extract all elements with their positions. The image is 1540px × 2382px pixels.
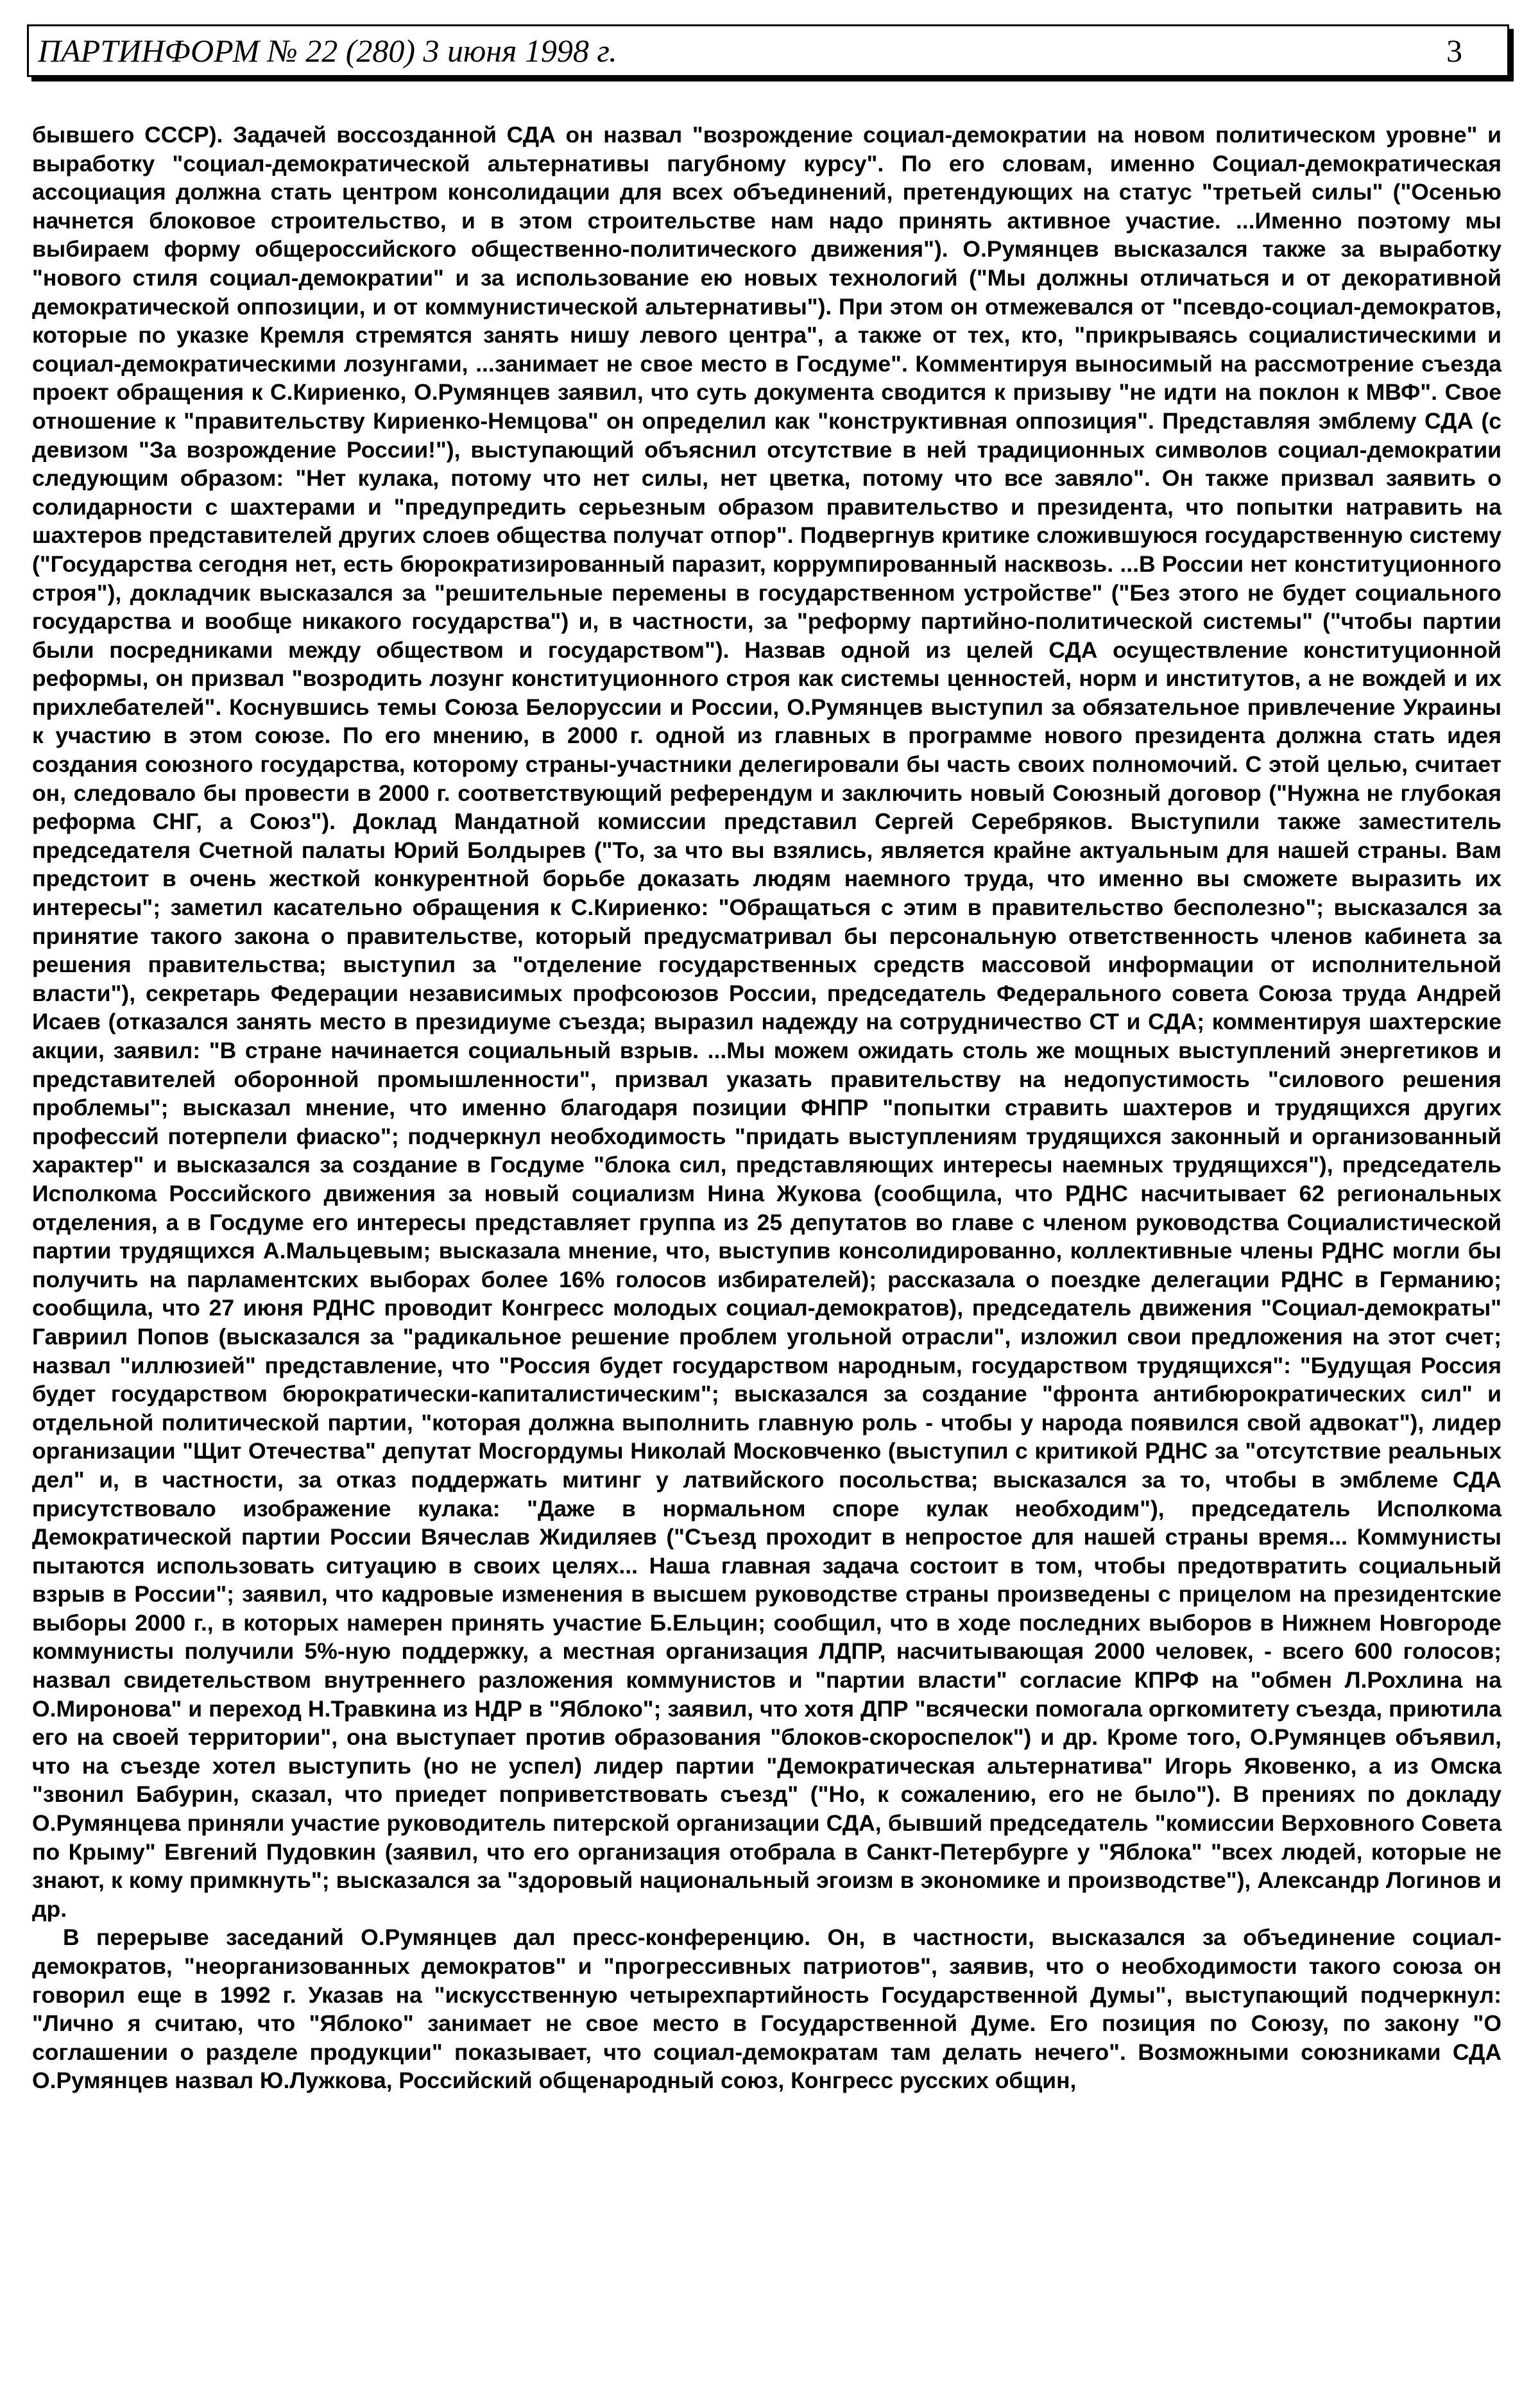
publication-title: ПАРТИНФОРМ № 22 (280) 3 июня 1998 г. [38,33,617,69]
paragraph: В перерыве заседаний О.Румянцев дал пресс-конференцию. Он, в частности, высказался за объединение социал-демократов, "неорганизованных демократов" и "прогрессивных патриотов", заявив, что о необходимости такого союза он говорил еще в 1992 г. Указав на "искусственную четырехпартийность Государственной Думы", выступающий подчеркнул: "Лично я считаю, что "Яблоко" занимает не свое место в Государственной Думе. Его позиция по Союзу, по закону "О соглашении о разделе продукции" показывает, что социал-демократам там делать нечего". Возможными союзниками СДА О.Румянцев назвал Ю.Лужкова, Российский общенародный союз, Конгресс русских общин, [32,1924,1502,2094]
page-header [27,24,1509,77]
paragraph: бывшего СССР). Задачей воссозданной СДА он назвал "возрождение социал-демократии на новом политическом уровне" и выработку "социал-демократической альтернативы пагубному курсу". По его словам, именно Социал-демократическая ассоциация должна стать центром консолидации для всех объединений, претендующих на статус "третьей силы" ("Осенью начнется блоковое строительство, и в этом строительстве нам надо принять активное участие. ...Именно поэтому мы выбираем форму общероссийского общественно-политического движения"). О.Румянцев высказался также за выработку "нового стиля социал-демократии" и за использование ею новых технологий ("Мы должны отличаться и от декоративной демократической оппозиции, и от коммунистической альтернативы"). При этом он отмежевался от "псевдо-социал-демократов, которые по указке Кремля стремятся занять нишу левого центра", а также от тех, кто, "прикрываясь социалистическими и социал-демократическими лозунгами, ...занимает не свое место в Госдуме". Комментируя выносимый на рассмотрение съезда проект обращения к С.Кириенко, О.Румянцев заявил, что суть документа сводится к призыву "не идти на поклон к МВФ". Свое отношение к "правительству Кириенко-Немцова" он определил как "конструктивная оппозиция". Представляя эмблему СДА (с девизом "За возрождение России!"), выступающий объяснил отсутствие в ней традиционных символов социал-демократии следующим образом: "Нет кулака, потому что нет силы, нет цветка, потому что все завяло". Он также призвал заявить о солидарности с шахтерами и "предупредить серьезным образом правительство и президента, что попытки натравить на шахтеров представителей других слоев общества получат отпор". Подвергнув критике сложившуюся государственную систему ("Государства сегодня нет, есть бюрократизированный паразит, коррумпированный насквозь. ...В России нет конституционного строя"), докладчик высказался за "решительные перемены в государственном устройстве" ("Без этого не будет социального государства и вообще никакого государства") и, в частности, за "реформу партийно-политической системы" ("чтобы партии были посредниками между обществом и государством"). Назвав одной из целей СДА осуществление конституционной реформы, он призвал "возродить лозунг конституционного строя как системы ценностей, норм и институтов, а не вождей и их прихлебателей". Коснувшись темы Союза Белоруссии и России, О.Румянцев выступил за обязательное привлечение Украины к участию в этом союзе. По его мнению, в 2000 г. одной из главных в программе нового президента должна стать идея создания союзного государства, которому страны-участники делегировали бы часть своих полномочий. С этой целью, считает он, следовало бы провести в 2000 г. соответствующий референдум и заключить новый Союзный договор ("Нужна не глубокая реформа СНГ, а Союз"). Доклад Мандатной комиссии представил Сергей Серебряков. Выступили также заместитель председателя Счетной палаты Юрий Болдырев ("То, за что вы взялись, является крайне актуальным для нашей страны. Вам предстоит в очень жесткой конкурентной борьбе доказать людям наемного труда, что именно вы сможете выразить их интересы"; заметил касательно обращения к С.Кириенко: "Обращаться с этим в правительство бесполезно"; высказался за принятие такого закона о правительстве, который предусматривал бы персональную ответственность членов кабинета за решения правительства; выступил за "отделение государственных средств массовой информации от исполнительной власти"), секретарь Федерации независимых профсоюзов России, председатель Федерального совета Союза труда Андрей Исаев (отказался занять место в президиуме съезда; выразил надежду на сотрудничество СТ и СДА; комментируя шахтерские акции, заявил: "В стране начинается социальный взрыв. ...Мы можем ожидать столь же мощных выступлений энергетиков и представителей оборонной промышленности", призвал указать правительству на недопустимость "силового решения проблемы"; высказал мнение, что именно благодаря позиции ФНПР "попытки стравить шахтеров и трудящихся других профессий потерпели фиаско"; подчеркнул необходимость "придать выступлениям трудящихся законный и организованный характер" и высказался за создание в Госдуме "блока сил, представляющих интересы наемных трудящихся"), председатель Исполкома Российского движения за новый социализм Нина Жукова (сообщила, что РДНС насчитывает 62 региональных отделения, а в Госдуме его интересы представляет группа из 25 депутатов во главе с членом руководства Социалистической партии трудящихся А.Мальцевым; высказала мнение, что, выступив консолидированно, коллективные члены РДНС могли бы получить на парламентских выборах более 16% голосов избирателей); рассказала о поездке делегации РДНС в Германию; сообщила, что 27 июня РДНС проводит Конгресс молодых социал-демократов), председатель движения "Социал-демократы" Гавриил Попов (высказался за "радикальное решение проблем угольной отрасли", изложил свои предложения на этот счет; назвал "иллюзией" представление, что "Россия будет государством народным, государством трудящихся": "Будущая Россия будет государством бюрократически-капиталистическим"; высказался за создание "фронта антибюрократических сил" и отдельной политической партии, "которая должна выполнить главную роль - чтобы у народа появился свой адвокат"), лидер организации "Щит Отечества" депутат Мосгордумы Николай Московченко (выступил с критикой РДНС за "отсутствие реальных дел" и, в частности, за отказ поддержать митинг у латвийского посольства; высказался за то, чтобы в эмблеме СДА присутствовало изображение кулака: "Даже в нормальном споре кулак необходим"), председатель Исполкома Демократической партии России Вячеслав Жидиляев ("Съезд проходит в непростое для нашей страны время... Коммунисты пытаются использовать ситуацию в своих целях... Наша главная задача состоит в том, чтобы предотвратить социальный взрыв в России"; заявил, что кадровые изменения в высшем руководстве страны произведены с прицелом на президентские выборы 2000 г., в которых намерен принять участие Б.Ельцин; сообщил, что в ходе последних выборов в Нижнем Новгороде коммунисты получили 5%-ную поддержку, а местная организация ЛДПР, насчитывающая 2000 человек, - всего 600 голосов; назвал свидетельством внутреннего разложения коммунистов и "партии власти" согласие КПРФ на "обмен Л.Рохлина на О.Миронова" и переход Н.Травкина из НДР в "Яблоко"; заявил, что хотя ДПР "всячески помогала оргкомитету съезда, приютила его на своей территории", она выступает против образования "блоков-скороспелок") и др. Кроме того, О.Румянцев объявил, что на съезде хотел выступить (но не успел) лидер партии "Демократическая альтернатива" Игорь Яковенко, а из Омска "звонил Бабурин, сказал, что приедет поприветствовать съезд" ("Но, к сожалению, его не было"). В прениях по докладу О.Румянцева приняли участие руководитель питерской организации СДА, бывший председатель "комиссии Верховного Совета по Крыму" Евгений Пудовкин (заявил, что его организация отобрала в Санкт-Петербурге у "Яблока" "всех людей, которые не знают, к кому примкнуть"; высказался за "здоровый национальный эгоизм в экономике и производстве"), Александр Логинов и др. [32,122,1502,1922]
article-body [32,121,1502,2095]
page-number: 3 [1446,33,1462,69]
